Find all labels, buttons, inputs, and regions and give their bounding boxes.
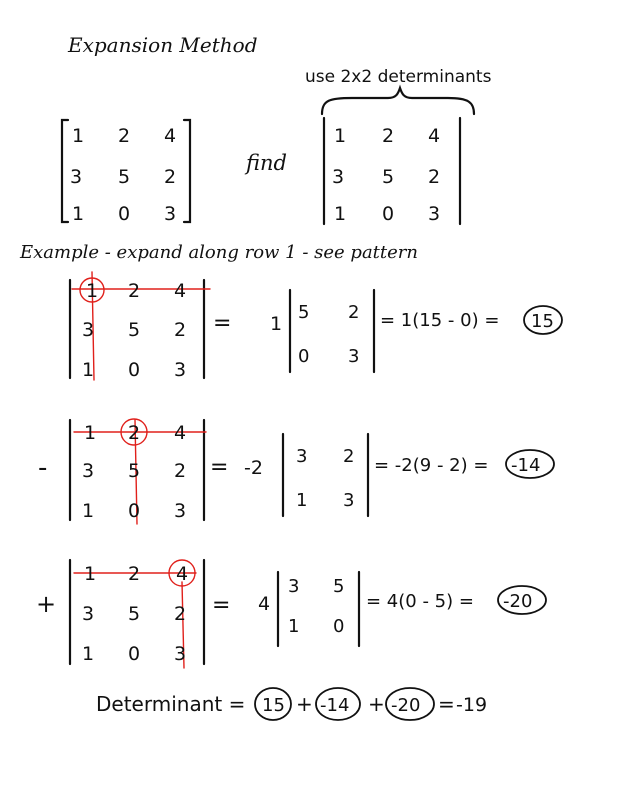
matrix-cell: 3 xyxy=(164,203,177,225)
term-coefficient: 1 xyxy=(270,313,283,335)
matrix-cell: 0 xyxy=(128,500,141,522)
final-value: -14 xyxy=(320,695,350,716)
matrix-cell: 1 xyxy=(82,643,95,665)
minor-cell: 0 xyxy=(333,616,345,637)
term-3 xyxy=(36,560,546,668)
minor-cell: 2 xyxy=(348,302,360,323)
matrix-cell: 0 xyxy=(128,359,141,381)
pivot-entry: 4 xyxy=(176,563,189,585)
matrix-left xyxy=(62,120,190,225)
matrix-cell: 1 xyxy=(82,500,95,522)
matrix-cell: 3 xyxy=(174,359,187,381)
matrix-cell: 2 xyxy=(128,280,141,302)
minor-cell: 3 xyxy=(348,346,360,367)
brace-note: use 2x2 determinants xyxy=(305,67,492,87)
matrix-cell: 2 xyxy=(382,125,395,147)
minor-cell: 3 xyxy=(343,490,355,511)
term-result: 15 xyxy=(531,311,554,332)
term-2 xyxy=(38,419,554,524)
equals-sign: = xyxy=(438,692,455,716)
minor-cell: 5 xyxy=(298,302,310,323)
determinant-matrix xyxy=(324,118,460,225)
term-1 xyxy=(70,272,562,381)
matrix-cell: 3 xyxy=(82,319,95,341)
matrix-cell: 2 xyxy=(174,319,187,341)
page-title: Expansion Method xyxy=(68,33,258,57)
matrix-cell: 5 xyxy=(128,319,141,341)
matrix-cell: 2 xyxy=(428,166,441,188)
matrix-cell: 1 xyxy=(72,125,85,147)
matrix-cell: 4 xyxy=(164,125,177,147)
minor-cell: 5 xyxy=(333,576,345,597)
matrix-cell: 0 xyxy=(128,643,141,665)
term-result: -14 xyxy=(511,455,541,476)
determinant-label: Determinant = xyxy=(96,692,246,716)
term-coefficient: -2 xyxy=(244,457,263,479)
matrix-cell: 2 xyxy=(174,460,187,482)
matrix-cell: 3 xyxy=(82,603,95,625)
matrix-cell: 5 xyxy=(118,166,131,188)
plus-sign: + xyxy=(296,692,313,716)
find-label: find xyxy=(246,151,287,175)
matrix-cell: 2 xyxy=(174,603,187,625)
matrix-cell: 1 xyxy=(334,125,347,147)
matrix-cell: 5 xyxy=(382,166,395,188)
final-answer: -19 xyxy=(456,694,488,716)
term-sign: - xyxy=(38,453,48,483)
matrix-cell: 3 xyxy=(332,166,345,188)
term-coefficient: 4 xyxy=(258,593,271,615)
pivot-entry: 1 xyxy=(86,280,99,302)
term-calculation: = 1(15 - 0) = xyxy=(380,310,500,331)
matrix-cell: 1 xyxy=(84,563,97,585)
matrix-cell: 5 xyxy=(128,603,141,625)
final-value: -20 xyxy=(391,695,421,716)
matrix-cell: 3 xyxy=(82,460,95,482)
matrix-cell: 1 xyxy=(82,359,95,381)
matrix-cell: 0 xyxy=(118,203,131,225)
matrix-cell: 4 xyxy=(428,125,441,147)
term-calculation: = -2(9 - 2) = xyxy=(374,455,489,476)
matrix-cell: 5 xyxy=(128,460,141,482)
equals-sign: = xyxy=(210,455,229,480)
final-determinant xyxy=(96,688,487,720)
curly-brace xyxy=(322,88,474,114)
minor-cell: 1 xyxy=(288,616,300,637)
final-value: 15 xyxy=(262,695,285,716)
matrix-cell: 3 xyxy=(428,203,441,225)
matrix-cell: 2 xyxy=(128,563,141,585)
pivot-entry: 2 xyxy=(128,422,141,444)
term-result: -20 xyxy=(503,591,533,612)
plus-sign: + xyxy=(368,692,385,716)
matrix-cell: 2 xyxy=(118,125,131,147)
equals-sign: = xyxy=(213,311,232,336)
matrix-cell: 1 xyxy=(72,203,85,225)
matrix-cell: 0 xyxy=(382,203,395,225)
equals-sign: = xyxy=(212,593,231,618)
minor-cell: 2 xyxy=(343,446,355,467)
matrix-cell: 3 xyxy=(174,500,187,522)
example-heading: Example - expand along row 1 - see pattern xyxy=(20,242,418,263)
matrix-cell: 3 xyxy=(70,166,83,188)
matrix-cell: 1 xyxy=(84,422,97,444)
minor-cell: 3 xyxy=(296,446,308,467)
minor-cell: 0 xyxy=(298,346,310,367)
matrix-cell: 2 xyxy=(164,166,177,188)
minor-cell: 1 xyxy=(296,490,308,511)
minor-cell: 3 xyxy=(288,576,300,597)
matrix-cell: 4 xyxy=(174,280,187,302)
term-sign: + xyxy=(36,590,57,618)
term-calculation: = 4(0 - 5) = xyxy=(366,591,474,612)
matrix-cell: 3 xyxy=(174,643,187,665)
matrix-cell: 1 xyxy=(334,203,347,225)
matrix-cell: 4 xyxy=(174,422,187,444)
